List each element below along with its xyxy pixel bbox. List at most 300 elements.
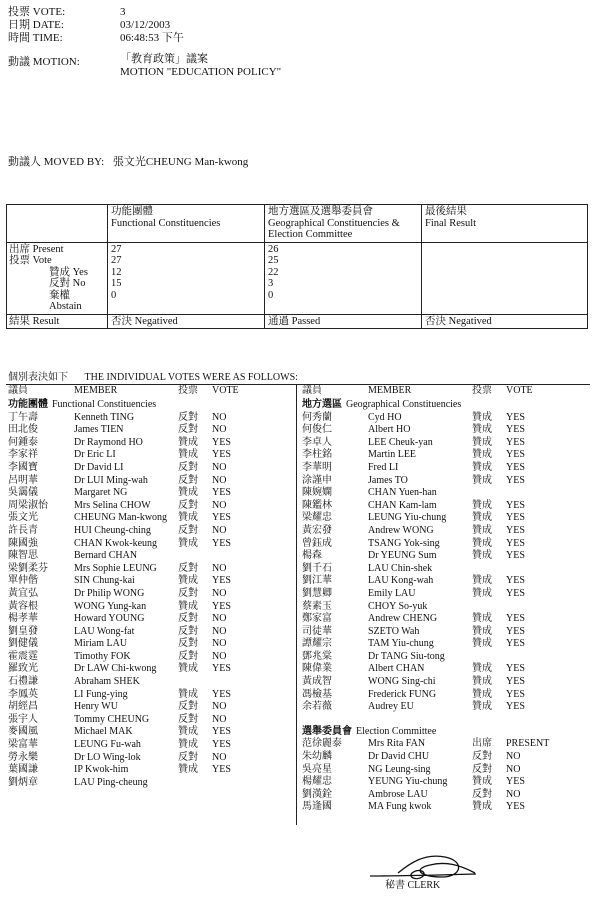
vote-zh-header: 投票 — [472, 385, 492, 396]
individual-votes-table — [6, 384, 590, 825]
abstain-label: 棄權 Abstain — [49, 289, 82, 312]
member-name-en: Dr LUI Ming-wah — [74, 474, 148, 486]
member-row — [300, 462, 590, 475]
member-name-en: Mrs Sophie LEUNG — [74, 562, 157, 574]
member-row — [6, 588, 296, 601]
member-row — [300, 550, 590, 563]
vote-meta — [8, 6, 408, 46]
clerk-label: 秘書 CLERK — [385, 880, 441, 891]
vote-zh: 贊成 — [178, 575, 198, 587]
gc-column — [300, 385, 590, 814]
final-result: 否決 Negatived — [422, 314, 588, 329]
vote-en: NO — [212, 424, 227, 436]
vote-en: YES — [506, 474, 525, 486]
vote-en: NO — [212, 562, 227, 574]
member-name-zh: 梁富華 — [8, 739, 38, 751]
member-row — [6, 563, 296, 576]
vote-label: 投票 VOTE: — [8, 6, 66, 18]
member-row — [6, 412, 296, 425]
member-row — [300, 500, 590, 513]
member-name-en: Dr David CHU — [368, 751, 430, 763]
vote-en: NO — [212, 625, 227, 637]
member-name-zh: 鄭家富 — [302, 613, 332, 625]
vote-en: YES — [506, 575, 525, 587]
vote-en: YES — [506, 801, 525, 813]
member-name-en: LEUNG Yiu-chung — [368, 512, 447, 524]
member-row — [6, 538, 296, 551]
member-name-zh: 陳國強 — [8, 537, 38, 549]
gc-header — [265, 205, 422, 243]
member-row — [6, 726, 296, 739]
vote-en: YES — [506, 436, 525, 448]
gc-yes: 22 — [268, 266, 279, 278]
vote-zh: 反對 — [178, 751, 198, 763]
member-row — [6, 550, 296, 563]
vote-zh: 贊成 — [472, 663, 492, 675]
vote-zh: 贊成 — [472, 537, 492, 549]
member-name-zh: 司徒華 — [302, 625, 332, 637]
vote-en: NO — [212, 411, 227, 423]
member-row — [300, 563, 590, 576]
member-name-zh: 黃成智 — [302, 676, 332, 688]
ec-section-zh: 選舉委員會 — [302, 725, 352, 737]
member-name-en: CHAN Kam-lam — [368, 499, 437, 511]
summary-table — [6, 204, 588, 329]
member-name-en: Emily LAU — [368, 587, 416, 599]
vote-zh: 贊成 — [178, 688, 198, 700]
member-name-zh: 劉江華 — [302, 575, 332, 587]
member-name-en: WONG Yung-kan — [74, 600, 147, 612]
gc-present: 26 — [268, 243, 279, 255]
member-name-en: HUI Cheung-ching — [74, 524, 151, 536]
member-row — [300, 412, 590, 425]
date-value: 03/12/2003 — [120, 19, 171, 31]
vote-zh: 反對 — [178, 424, 198, 436]
member-row — [6, 424, 296, 437]
vote-zh: 贊成 — [472, 613, 492, 625]
member-name-en: WONG Sing-chi — [368, 676, 436, 688]
vote-en: NO — [212, 474, 227, 486]
vote-zh: 贊成 — [178, 436, 198, 448]
member-name-zh: 呂明華 — [8, 474, 38, 486]
member-row — [300, 575, 590, 588]
member-name-zh: 胡經昌 — [8, 701, 38, 713]
mover-label: 動議人 MOVED BY: — [8, 156, 105, 168]
member-name-en: NG Leung-sing — [368, 763, 431, 775]
member-name-en: TAM Yiu-chung — [368, 638, 434, 650]
mover-name: 張文光CHEUNG Man-kwong — [112, 156, 249, 168]
member-name-zh: 涂謹申 — [302, 474, 332, 486]
member-name-en: IP Kwok-him — [74, 764, 129, 776]
vote-en: YES — [506, 537, 525, 549]
vote-en-header: VOTE — [506, 385, 533, 396]
member-row — [300, 676, 590, 689]
fc-abstain: 0 — [111, 289, 117, 301]
vote-en: YES — [506, 424, 525, 436]
member-name-en: Dr YEUNG Sum — [368, 550, 437, 562]
member-name-en: LAU Wong-fat — [74, 625, 135, 637]
member-row — [300, 424, 590, 437]
member-row — [6, 512, 296, 525]
member-name-en: LEUNG Fu-wah — [74, 739, 141, 751]
member-row — [6, 663, 296, 676]
member-name-en: Bernard CHAN — [74, 550, 138, 562]
vote-zh: 反對 — [178, 461, 198, 473]
vote-zh: 贊成 — [472, 512, 492, 524]
member-name-zh: 陳偉業 — [302, 663, 332, 675]
vote-zh: 反對 — [178, 713, 198, 725]
vote-zh: 反對 — [178, 701, 198, 713]
vote-zh: 出席 — [472, 738, 492, 750]
member-name-en: LAU Ping-cheung — [74, 776, 148, 788]
member-name-en: Tommy CHEUNG — [74, 713, 150, 725]
member-row — [300, 613, 590, 626]
final-header — [422, 205, 588, 243]
member-row — [300, 789, 590, 802]
member-name-zh: 黃容根 — [8, 600, 38, 612]
vote-en: NO — [506, 763, 521, 775]
ec-section-en: Election Committee — [356, 725, 437, 737]
vote-en: NO — [212, 613, 227, 625]
member-row — [6, 601, 296, 614]
vote-en: NO — [212, 751, 227, 763]
member-row — [6, 752, 296, 765]
vote-zh: 反對 — [178, 587, 198, 599]
member-row — [6, 689, 296, 702]
fc-present: 27 — [111, 243, 122, 255]
member-name-en: Dr LO Wing-lok — [74, 751, 141, 763]
vote-zh: 贊成 — [178, 487, 198, 499]
member-name-en: James TO — [368, 474, 408, 486]
member-name-en: CHAN Kwok-keung — [74, 537, 158, 549]
gc-abstain: 0 — [268, 289, 274, 301]
vote-zh: 贊成 — [472, 625, 492, 637]
member-name-zh: 黃宏發 — [302, 524, 332, 536]
member-name-en: LEE Cheuk-yan — [368, 436, 433, 448]
member-name-zh: 單仲偕 — [8, 575, 38, 587]
vote-zh: 反對 — [472, 751, 492, 763]
vote-zh: 贊成 — [472, 449, 492, 461]
member-name-en: James TIEN — [74, 424, 124, 436]
member-name-en: YEUNG Yiu-chung — [368, 776, 448, 788]
vote-en: NO — [212, 701, 227, 713]
member-name-en: Howard YOUNG — [74, 613, 145, 625]
member-name-zh: 朱幼麟 — [302, 751, 332, 763]
mover-line — [8, 153, 254, 169]
vote-en: YES — [212, 487, 231, 499]
member-name-en: LI Fung-ying — [74, 688, 128, 700]
member-name-zh: 勞永樂 — [8, 751, 38, 763]
vote-zh: 贊成 — [472, 461, 492, 473]
yes-label: 贊成 Yes — [49, 266, 88, 278]
member-row — [6, 739, 296, 752]
member-name-zh: 鄧兆棠 — [302, 650, 332, 662]
member-name-zh: 陳鑑林 — [302, 499, 332, 511]
member-name-en: CHEUNG Man-kwong — [74, 512, 168, 524]
fc-section-zh: 功能團體 — [8, 399, 48, 410]
result-label: 結果 Result — [7, 314, 108, 329]
member-name-zh: 丁午壽 — [8, 411, 38, 423]
member-name-zh: 陳智思 — [8, 550, 38, 562]
member-row — [6, 462, 296, 475]
final-header-zh: 最後結果 — [425, 206, 467, 217]
vote-zh: 贊成 — [178, 764, 198, 776]
member-name-en: MA Fung kwok — [368, 801, 432, 813]
vote-zh: 贊成 — [178, 537, 198, 549]
vote-zh: 贊成 — [178, 600, 198, 612]
member-name-en: Andrew WONG — [368, 524, 434, 536]
member-row — [6, 651, 296, 664]
member-name-en: Dr David LI — [74, 461, 124, 473]
member-name-en: Abraham SHEK — [74, 676, 140, 688]
vote-en: YES — [212, 739, 231, 751]
vote-zh: 贊成 — [472, 801, 492, 813]
vote-zh: 反對 — [178, 411, 198, 423]
summary-result-row — [7, 314, 588, 329]
no-label: 反對 No — [49, 278, 86, 289]
vote-en: YES — [506, 550, 525, 562]
member-row — [6, 777, 296, 790]
member-name-en: Albert CHAN — [368, 663, 425, 675]
vote-zh: 贊成 — [472, 587, 492, 599]
vote-en: PRESENT — [506, 738, 550, 750]
member-name-en: Audrey EU — [368, 701, 414, 713]
vote-en: YES — [506, 638, 525, 650]
vote-en: NO — [212, 499, 227, 511]
vote-en: NO — [506, 788, 521, 800]
member-row — [6, 449, 296, 462]
vote-zh: 贊成 — [472, 638, 492, 650]
motion-title-en: MOTION "EDUCATION POLICY" — [120, 66, 282, 78]
gc-no: 3 — [268, 278, 274, 289]
vote-en: NO — [212, 587, 227, 599]
vote-number: 3 — [120, 6, 126, 18]
member-row — [300, 638, 590, 651]
gc-result: 通過 Passed — [265, 314, 422, 329]
vote-en: YES — [212, 600, 231, 612]
member-name-en: Margaret NG — [74, 487, 128, 499]
vote-en: YES — [506, 613, 525, 625]
member-name-zh: 劉健儀 — [8, 638, 38, 650]
member-name-zh: 楊孝華 — [8, 613, 38, 625]
vote-zh: 贊成 — [472, 411, 492, 423]
member-name-zh: 李華明 — [302, 461, 332, 473]
member-row — [300, 588, 590, 601]
fc-header-en: Functional Constituencies — [111, 217, 221, 229]
member-en-header: MEMBER — [74, 385, 118, 396]
member-row — [6, 487, 296, 500]
summary-header-row — [7, 205, 588, 243]
vote-en: YES — [212, 537, 231, 549]
member-name-en: LAU Kong-wah — [368, 575, 434, 587]
member-row — [300, 449, 590, 462]
vote-en: YES — [212, 512, 231, 524]
member-name-zh: 楊耀忠 — [302, 776, 332, 788]
member-name-zh: 梁劉柔芬 — [8, 562, 48, 574]
gc-member-list — [300, 412, 590, 714]
column-header — [6, 385, 296, 399]
member-name-en: Henry WU — [74, 701, 118, 713]
member-name-zh: 劉慧卿 — [302, 587, 332, 599]
vote-zh: 贊成 — [472, 424, 492, 436]
member-name-zh: 劉漢銓 — [302, 788, 332, 800]
vote-en: YES — [212, 663, 231, 675]
vote-en: YES — [212, 688, 231, 700]
vote-en: YES — [506, 587, 525, 599]
motion-label: 動議 MOTION: — [8, 56, 80, 68]
vote-en: YES — [506, 524, 525, 536]
vote-zh: 反對 — [178, 650, 198, 662]
vote-en: YES — [506, 701, 525, 713]
individual-votes-zh: 個別表決如下 — [8, 372, 68, 383]
member-name-zh: 麥國風 — [8, 726, 38, 738]
gc-section-en: Geographical Constituencies — [346, 399, 462, 410]
vote-en: YES — [212, 726, 231, 738]
column-header — [300, 385, 590, 399]
vote-zh: 贊成 — [472, 499, 492, 511]
vote-en: NO — [212, 638, 227, 650]
vote-zh: 贊成 — [472, 676, 492, 688]
member-row — [300, 538, 590, 551]
vote-zh: 贊成 — [472, 436, 492, 448]
fc-no: 15 — [111, 278, 122, 289]
vote-zh: 贊成 — [472, 575, 492, 587]
fc-yes: 12 — [111, 266, 122, 278]
member-name-en: Dr LAW Chi-kwong — [74, 663, 157, 675]
vote-zh: 反對 — [178, 499, 198, 511]
individual-votes-heading — [8, 368, 298, 383]
member-name-en: Albert HO — [368, 424, 411, 436]
member-zh-header: 議員 — [302, 385, 322, 396]
fc-vote: 27 — [111, 255, 122, 266]
vote-en: YES — [506, 461, 525, 473]
member-name-zh: 何秀蘭 — [302, 411, 332, 423]
member-row — [300, 487, 590, 500]
vote-en: YES — [212, 449, 231, 461]
member-name-zh: 羅致光 — [8, 663, 38, 675]
vote-zh: 反對 — [178, 562, 198, 574]
member-row — [6, 714, 296, 727]
vote-zh: 反對 — [178, 474, 198, 486]
vote-zh: 贊成 — [178, 739, 198, 751]
member-name-en: LAU Chin-shek — [368, 562, 433, 574]
member-name-en: Timothy FOK — [74, 650, 131, 662]
vote-en: YES — [506, 676, 525, 688]
member-row — [6, 500, 296, 513]
vote-zh: 贊成 — [472, 550, 492, 562]
member-name-zh: 張宇人 — [8, 713, 38, 725]
member-row — [300, 751, 590, 764]
member-row — [6, 638, 296, 651]
member-name-zh: 何俊仁 — [302, 424, 332, 436]
member-name-zh: 周梁淑怡 — [8, 499, 48, 511]
vote-en: YES — [506, 625, 525, 637]
vote-zh: 反對 — [472, 763, 492, 775]
fc-result: 否決 Negatived — [108, 314, 265, 329]
gc-header-en: Geographical Constituencies & Election Committee — [268, 217, 400, 240]
member-name-zh: 李國寶 — [8, 461, 38, 473]
vote-en: YES — [212, 436, 231, 448]
member-name-zh: 劉炳章 — [8, 776, 38, 788]
vote-zh: 贊成 — [178, 663, 198, 675]
final-header-en: Final Result — [425, 217, 477, 229]
fc-section-en: Functional Constituencies — [52, 399, 157, 410]
member-row — [300, 663, 590, 676]
member-name-en: Andrew CHENG — [368, 613, 438, 625]
member-en-header: MEMBER — [368, 385, 412, 396]
vote-en: YES — [506, 512, 525, 524]
member-name-en: Frederick FUNG — [368, 688, 437, 700]
member-row — [300, 512, 590, 525]
member-name-zh: 劉千石 — [302, 562, 332, 574]
member-name-zh: 張文光 — [8, 512, 38, 524]
vote-zh: 贊成 — [472, 474, 492, 486]
member-name-zh: 劉皇發 — [8, 625, 38, 637]
vote-count-label: 投票 Vote — [9, 255, 52, 266]
ec-section-title — [300, 726, 590, 739]
gc-section-zh: 地方選區 — [302, 399, 342, 410]
member-name-zh: 李家祥 — [8, 449, 38, 461]
member-name-zh: 霍震霆 — [8, 650, 38, 662]
member-row — [6, 701, 296, 714]
member-name-zh: 蔡素玉 — [302, 600, 332, 612]
member-name-en: Ambrose LAU — [368, 788, 428, 800]
vote-en: YES — [506, 499, 525, 511]
vote-zh: 贊成 — [178, 449, 198, 461]
member-row — [300, 626, 590, 639]
member-row — [300, 475, 590, 488]
member-name-en: Mrs Selina CHOW — [74, 499, 151, 511]
member-name-en: Michael MAK — [74, 726, 133, 738]
member-row — [300, 701, 590, 714]
member-row — [300, 801, 590, 814]
member-name-zh: 何鍾泰 — [8, 436, 38, 448]
motion-title-zh: 「教育政策」議案 — [120, 53, 208, 65]
member-row — [6, 676, 296, 689]
member-name-zh: 田北俊 — [8, 424, 38, 436]
member-name-zh: 李卓人 — [302, 436, 332, 448]
member-row — [6, 626, 296, 639]
motion-block — [8, 53, 508, 83]
member-name-en: Fred LI — [368, 461, 399, 473]
vote-zh: 贊成 — [472, 524, 492, 536]
member-name-zh: 范徐麗泰 — [302, 738, 342, 750]
member-name-zh: 楊森 — [302, 550, 322, 562]
gc-vote: 25 — [268, 255, 279, 266]
member-row — [6, 575, 296, 588]
member-row — [300, 738, 590, 751]
member-name-zh: 譚耀宗 — [302, 638, 332, 650]
present-label: 出席 Present — [9, 243, 64, 255]
vote-en: YES — [506, 688, 525, 700]
vote-en: YES — [212, 575, 231, 587]
fc-column — [6, 385, 297, 825]
member-row — [6, 764, 296, 777]
vote-zh: 反對 — [178, 625, 198, 637]
gc-header-zh: 地方選區及選舉委員會 — [268, 206, 373, 217]
vote-zh: 贊成 — [472, 688, 492, 700]
vote-en: NO — [212, 650, 227, 662]
member-name-en: CHOY So-yuk — [368, 600, 428, 612]
member-name-zh: 馮檢基 — [302, 688, 332, 700]
member-name-zh: 石禮謙 — [8, 676, 38, 688]
member-name-en: Martin LEE — [368, 449, 417, 461]
member-name-zh: 李柱銘 — [302, 449, 332, 461]
individual-votes-en: THE INDIVIDUAL VOTES WERE AS FOLLOWS: — [84, 372, 298, 383]
vote-zh: 反對 — [472, 788, 492, 800]
member-name-zh: 黃宜弘 — [8, 587, 38, 599]
vote-en: YES — [212, 764, 231, 776]
